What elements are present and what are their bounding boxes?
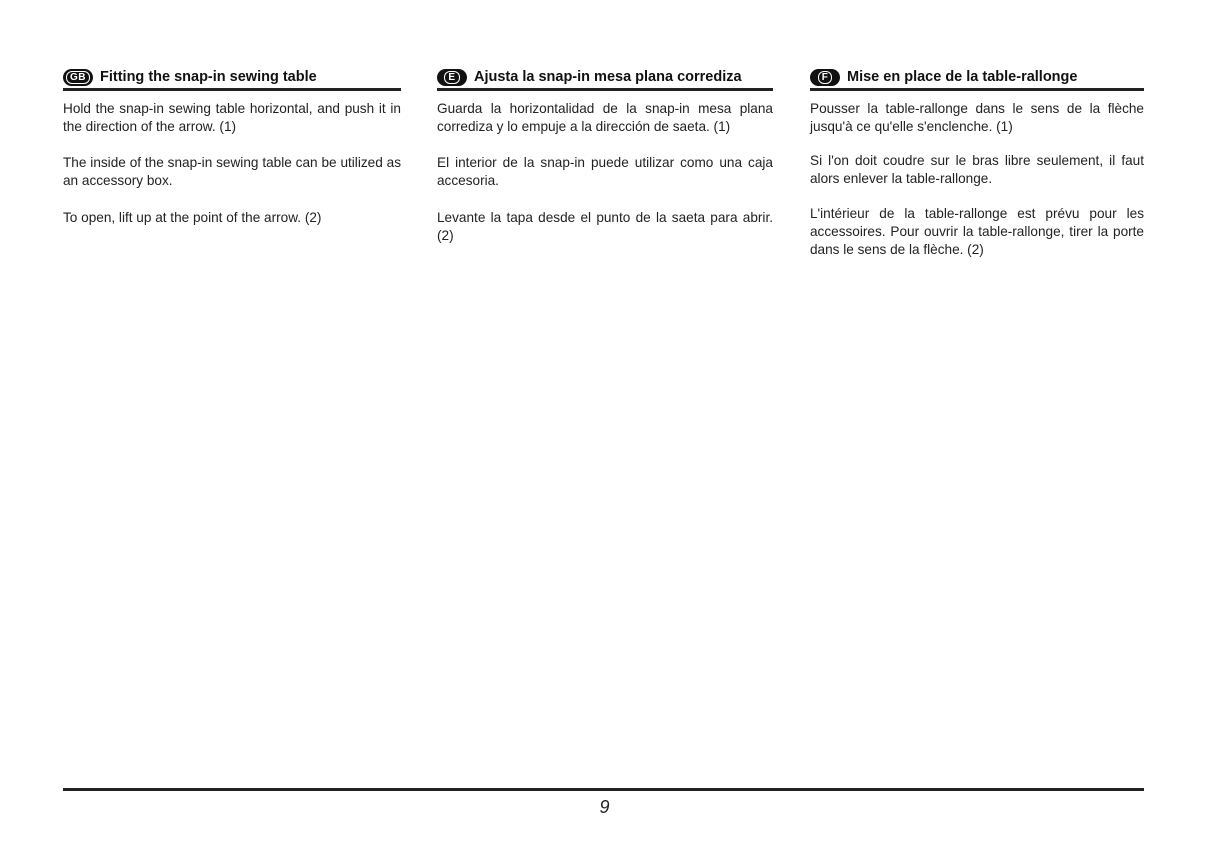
language-badge-f-icon: F: [810, 69, 840, 86]
section-title-spanish: Ajusta la snap-in mesa plana corrediza: [474, 69, 742, 85]
paragraph-english-2: The inside of the snap-in sewing table can be utilized as an accessory box.: [63, 155, 401, 188]
section-title-english: Fitting the snap-in sewing table: [100, 69, 317, 85]
section-heading-english: [63, 66, 401, 91]
column-spanish: [437, 66, 773, 245]
paragraph-french-1: Pousser la table-rallonge dans le sens de la flèche jusqu'à ce qu'elle s'enclenche. (1): [810, 101, 1144, 134]
paragraph-spanish-2: El interior de la snap-in puede utilizar como una caja accesoria.: [437, 155, 773, 188]
paragraph-french-2: Si l'on doit coudre sur le bras libre seulement, il faut alors enlever la table-rallonge.: [810, 153, 1144, 186]
section-heading-french: [810, 66, 1144, 91]
page-number: 9: [599, 797, 610, 817]
paragraph-english-3: To open, lift up at the point of the arrow. (2): [63, 210, 322, 225]
footer-divider: [63, 788, 1144, 791]
language-badge-e-icon: E: [437, 69, 467, 86]
section-heading-spanish: [437, 66, 773, 91]
paragraph-spanish-3: Levante la tapa desde el punto de la saeta para abrir. (2): [437, 210, 773, 243]
paragraph-french-3: L'intérieur de la table-rallonge est prévu pour les accessoires. Pour ouvrir la table-rallonge, tirer la porte dans le sens de la flèche. (2): [810, 206, 1144, 257]
section-title-french: Mise en place de la table-rallonge: [847, 69, 1078, 85]
language-badge-gb-icon: GB: [63, 69, 93, 86]
paragraph-spanish-1: Guarda la horizontalidad de la snap-in mesa plana corrediza y lo empuje a la dirección de saeta. (1): [437, 101, 773, 134]
paragraph-english-1: Hold the snap-in sewing table horizontal, and push it in the direction of the arrow. (1): [63, 101, 401, 134]
column-english: [63, 66, 401, 227]
column-french: [810, 66, 1144, 259]
